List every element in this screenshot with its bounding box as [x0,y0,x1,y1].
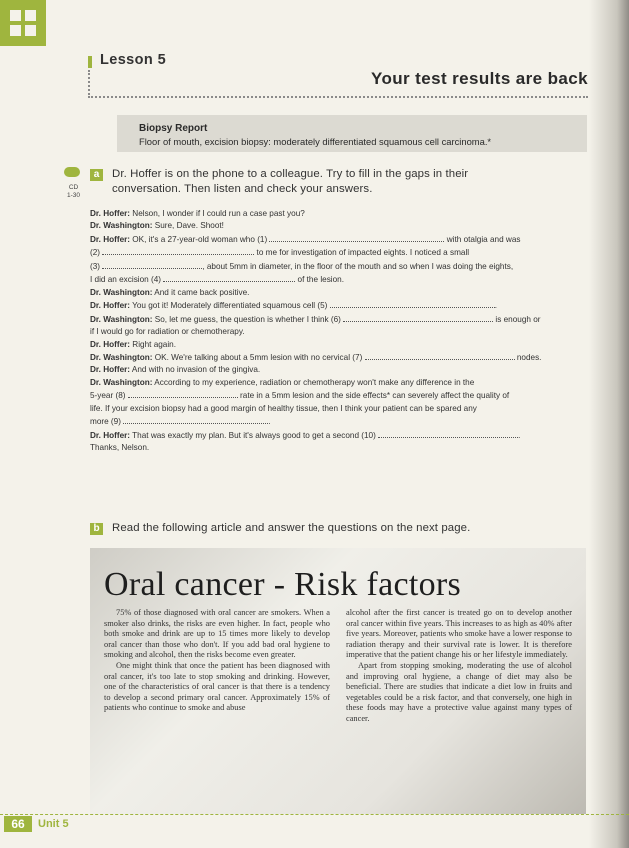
dialogue-text-part: According to my experience, radiation or chemotherapy won't make any difference in the [152,377,475,387]
section-b-badge: b [90,523,103,535]
biopsy-title: Biopsy Report [139,123,208,134]
dialogue-text-part: nodes. [514,352,542,362]
article-title: Oral cancer - Risk factors [104,566,462,603]
dialogue-text [90,208,588,455]
dialogue-text-part: to me for investigation of impacted eights. I noticed a small [254,248,470,258]
section-b-instruction: Read the following article and answer the questions on the next page. [112,522,471,534]
dialogue-text-part: of the lesion. [295,275,344,285]
dialogue-text-part: Thanks, Nelson. [90,443,150,453]
article-paragraph: One might think that once the patient has been diagnosed with oral cancer, it's too late to stop smoking and drinking. However, one of the characteristics of oral cancer is that there is a tendency to develop a second primary oral cancer. Approximately 15% of patients who continue to smoke and abuse [104,660,330,713]
page-number: 66 [4,816,32,832]
dialogue-line [90,364,588,376]
answer-gap[interactable] [378,429,521,440]
dialogue-line [90,273,588,286]
answer-gap[interactable] [269,233,444,242]
speaker-name: Dr. Washington: [90,352,153,362]
dialogue-line [90,233,588,246]
dialogue-line [90,260,588,273]
footer-divider [0,814,629,815]
dialogue-text-part: life. If your excision biopsy had a good margin of healthy tissue, then I think your patient can be spared any [90,403,477,413]
lesson-divider [88,70,90,98]
dialogue-text-part: And with no invasion of the gingiva. [130,365,261,375]
answer-gap[interactable] [330,299,497,311]
dialogue-line [90,339,588,351]
dialogue-text-part: OK, it's a 27-year-old woman who (1) [130,234,270,244]
speaker-name: Dr. Washington: [90,221,153,231]
dialogue-line [90,389,588,402]
section-a-badge: a [90,169,103,181]
dialogue-text-part: 5-year (8) [90,391,128,401]
dialogue-text-part: more (9) [90,417,124,427]
audio-cd-icon [64,167,80,177]
answer-gap[interactable] [343,313,493,322]
cd-track-label: CD 1-30 [67,184,81,199]
dialogue-text-part: Right again. [130,339,177,349]
dialogue-line [90,208,588,220]
dialogue-text-part: So, let me guess, the question is whether I think (6) [152,314,344,324]
article-paragraph: alcohol after the first cancer is treated go on to develop another oral cancer within five years. This increases to as high as 40% after five years. Moreover, patients who smoke have a lower response to radiation therapy and their survival rate is lower. It is therefore imperative that the patient change his or her lifestyle immediately. [346,608,572,660]
dialogue-line [90,351,588,364]
dialogue-text-part: Sure, Dave. Shoot! [152,221,224,231]
speaker-name: Dr. Hoffer: [90,430,131,440]
dialogue-line [90,377,588,389]
dialogue-line [90,246,588,259]
page-binding-shadow [589,0,629,848]
lesson-number: Lesson 5 [100,52,167,68]
lesson-marker [88,56,92,68]
answer-gap[interactable] [163,273,295,282]
speaker-name: Dr. Washington: [90,377,153,387]
grid-logo-icon [0,0,46,46]
dialogue-text-part: with otalgia and was [444,234,521,244]
dialogue-text-part: You got it! Moderately differentiated squamous cell (5) [130,301,330,311]
dialogue-text-part: (2) [90,248,103,258]
dialogue-line [90,299,588,312]
dialogue-line [90,313,588,326]
biopsy-report-box [117,115,587,152]
article-paragraph: Apart from stopping smoking, moderating the use of alcohol and improving oral hygiene, a change of diet may also be beneficial. There are studies that indicate a diet low in fruits and vegetables could be a risk factor, and that conversely, one high in these foods may have a protective value against many types of cancer. [346,660,572,723]
speaker-name: Dr. Hoffer: [90,339,131,349]
dialogue-text-part: rate in a 5mm lesion and the side effects* can severely affect the quality of [237,391,510,401]
dialogue-text-part: I did an excision (4) [90,275,164,285]
lesson-title: Your test results are back [370,69,588,88]
dialogue-text-part: if I would go for radiation or chemotherapy. [90,327,245,337]
answer-gap[interactable] [102,260,202,269]
speaker-name: Dr. Hoffer: [90,234,131,244]
dialogue-text-part: That was exactly my plan. But it's always good to get a second (10) [130,430,379,440]
speaker-name: Dr. Hoffer: [90,209,131,218]
speaker-name: Dr. Washington: [90,287,153,297]
dialogue-text-part: Nelson, I wonder if I could run a case past you? [130,209,305,218]
dialogue-text-part: (3) [90,261,103,271]
speaker-name: Dr. Washington: [90,314,153,324]
dialogue-text-part: , about 5mm in diameter, in the floor of the mouth and so when I was doing the eights, [202,261,514,271]
dialogue-text-part: . [268,417,271,427]
speaker-name: Dr. Hoffer: [90,301,131,311]
dialogue-line [90,220,588,232]
dialogue-text-part: And it came back positive. [152,287,250,297]
dialogue-line [90,326,588,338]
dialogue-line [90,442,588,454]
answer-gap[interactable] [128,389,238,398]
answer-gap[interactable] [102,246,254,255]
speaker-name: Dr. Hoffer: [90,365,131,375]
article-paragraph: 75% of those diagnosed with oral cancer are smokers. When a smoker also drinks, the risks are even higher. In fact, people who both smoke and drink are up to 15 times more likely to develop oral cancer than those who don't. If you add bad oral hygiene to smoking and alcohol, then the risks become even greater. [104,608,330,660]
dialogue-text-part: . [494,301,497,311]
dialogue-text-part: is enough or [493,314,541,324]
dialogue-line [90,287,588,299]
lesson-divider [88,96,588,98]
dialogue-text-part: OK. We're talking about a 5mm lesion with no cervical (7) [152,352,365,362]
dialogue-line [90,429,588,442]
unit-label: Unit 5 [38,818,69,830]
article-column-1 [104,608,330,714]
dialogue-line [90,403,588,415]
article-column-2 [346,608,572,725]
biopsy-text: Floor of mouth, excision biopsy: moderately differentiated squamous cell carcinoma.* [139,136,492,147]
article-clipping [90,548,586,814]
section-a-instruction: Dr. Hoffer is on the phone to a colleague. Try to fill in the gaps in their conversation. Then listen and check your answers. [112,168,469,195]
dialogue-line [90,415,588,428]
answer-gap[interactable] [123,415,271,427]
answer-gap[interactable] [365,351,515,360]
dialogue-text-part: . [518,430,521,440]
